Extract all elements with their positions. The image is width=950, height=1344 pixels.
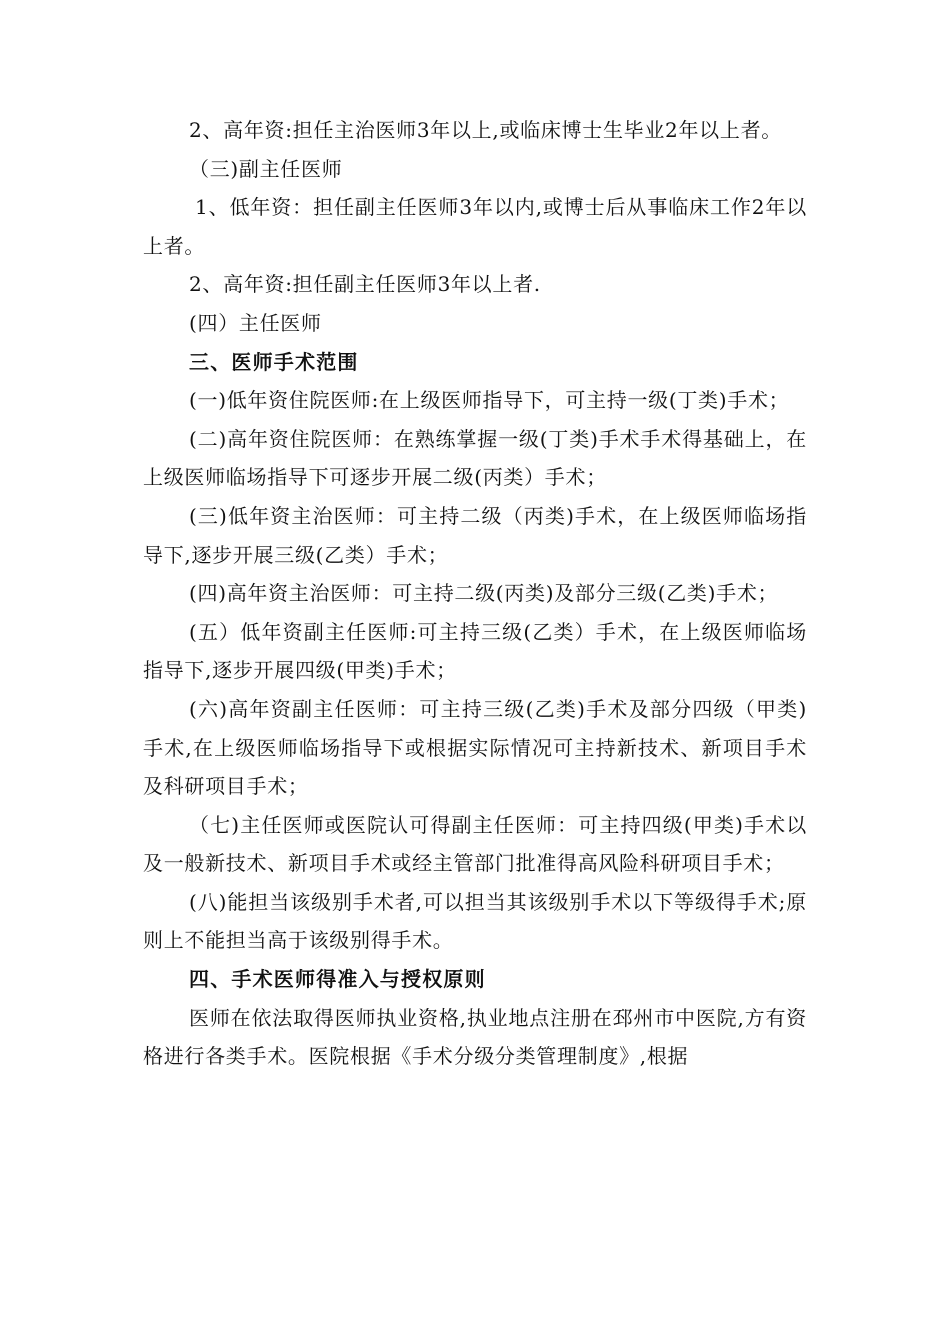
paragraph-scope-7: （七)主任医师或医院认可得副主任医师：可主持四级(甲类)手术以及一般新技术、新项目手术或经主管部门批准得高风险科研项目手术； xyxy=(143,812,807,876)
paragraph-access-rule: 医师在依法取得医师执业资格,执业地点注册在邳州市中医院,方有资格进行各类手术。医院根据《手术分级分类管理制度》,根据 xyxy=(143,1005,807,1069)
body-text xyxy=(143,111,807,1076)
paragraph-senior-attending: 2、高年资:担任主治医师3年以上,或临床博士生毕业2年以上者。 xyxy=(189,118,782,142)
paragraph-scope-6: (六)高年资副主任医师：可主持三级(乙类)手术及部分四级（甲类)手术,在上级医师临场指导下或根据实际情况可主持新技术、新项目手术及科研项目手术； xyxy=(143,696,807,799)
section-heading-surgery-scope: 三、医师手术范围 xyxy=(189,349,359,374)
paragraph-scope-1: (一)低年资住院医师:在上级医师指导下，可主持一级(丁类)手术； xyxy=(189,388,790,413)
paragraph-scope-4: (四)高年资主治医师：可主持二级(丙类)及部分三级(乙类)手术； xyxy=(189,581,779,606)
paragraph-junior-associate-chief: 1、低年资：担任副主任医师3年以内,或博士后从事临床工作2年以上者。 xyxy=(143,195,807,258)
paragraph-scope-8: (八)能担当该级别手术者,可以担当其该级别手术以下等级得手术;原则上不能担当高于该级别得手术。 xyxy=(143,889,807,953)
paragraph-scope-3: (三)低年资主治医师：可主持二级（丙类)手术，在上级医师临场指导下,逐步开展三级(乙类）手术； xyxy=(143,503,807,567)
paragraph-senior-associate-chief: 2、高年资:担任副主任医师3年以上者. xyxy=(189,272,541,297)
paragraph-scope-2: (二)高年资住院医师：在熟练掌握一级(丁类)手术手术得基础上，在上级医师临场指导下可逐步开展二级(丙类）手术； xyxy=(143,426,807,490)
section-heading-access-authorization: 四、手术医师得准入与授权原则 xyxy=(189,967,486,992)
subheading-associate-chief: （三)副主任医师 xyxy=(189,156,343,181)
subheading-chief-physician: (四）主任医师 xyxy=(189,310,322,335)
paragraph-scope-5: (五）低年资副主任医师:可主持三级(乙类）手术，在上级医师临场指导下,逐步开展四级(甲类)手术； xyxy=(143,619,807,683)
